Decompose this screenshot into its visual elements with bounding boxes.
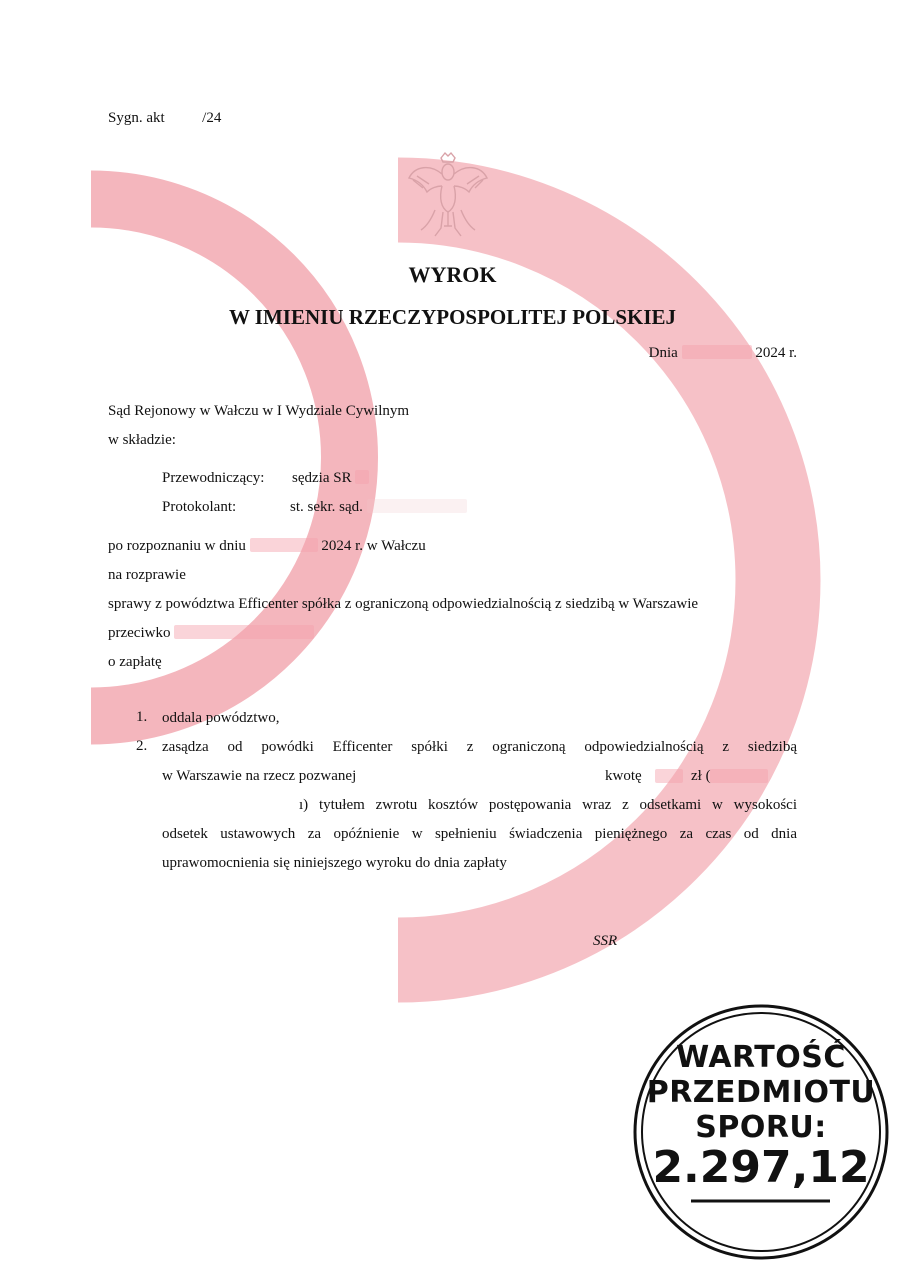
case-signature-suffix: /24 bbox=[202, 110, 222, 126]
on-hearing: na rozprawie bbox=[108, 567, 186, 583]
against-label: przeciwko bbox=[108, 625, 171, 641]
composition-label: w składzie: bbox=[108, 432, 176, 448]
item-2-line-2c: zł ( bbox=[691, 768, 711, 784]
hearing-prefix: po rozpoznaniu w dniu bbox=[108, 538, 246, 554]
item-number-1: 1. bbox=[136, 709, 148, 725]
date-suffix: 2024 r. bbox=[755, 345, 797, 361]
stamp-line-1: WARTOŚĆ bbox=[676, 1040, 846, 1075]
clerk-label: Protokolant: bbox=[162, 499, 237, 515]
clerk-person bbox=[290, 498, 467, 516]
date-prefix: Dnia bbox=[648, 345, 678, 361]
redacted-defendant bbox=[174, 625, 314, 639]
item-2-line-5: uprawomocnienia się niniejszego wyroku do dnia zapłaty bbox=[162, 855, 507, 871]
redacted-clerk-name bbox=[367, 499, 467, 513]
case-signature-prefix: Sygn. akt bbox=[108, 110, 165, 126]
stamp-value: 2.297,12 bbox=[652, 1142, 870, 1193]
polish-eagle-icon bbox=[405, 150, 491, 240]
judgment-date bbox=[649, 344, 797, 362]
redacted-date bbox=[682, 345, 752, 359]
presiding-judge bbox=[292, 469, 369, 487]
clerk-value: st. sekr. sąd. bbox=[290, 499, 363, 515]
hearing-suffix: 2024 r. w Wałczu bbox=[321, 538, 426, 554]
judge-signature: SSR bbox=[593, 933, 618, 949]
redacted-amount bbox=[655, 769, 683, 783]
defendant-line bbox=[108, 624, 314, 642]
court-name: Sąd Rejonowy w Wałczu w I Wydziale Cywilnym bbox=[108, 403, 410, 419]
redacted-judge-name bbox=[355, 470, 369, 484]
item-2-line-3: ı) tytułem zwrotu kosztów postępowania wraz z odsetkami w wysokości bbox=[299, 797, 797, 813]
item-number-2: 2. bbox=[136, 738, 148, 754]
redacted-hearing-date bbox=[250, 538, 318, 552]
judgment-title: WYROK bbox=[408, 262, 497, 287]
case-signature bbox=[108, 109, 221, 127]
case-subject: o zapłatę bbox=[108, 654, 162, 670]
item-1-text: oddala powództwo, bbox=[162, 710, 280, 726]
stamp-line-2: PRZEDMIOTU bbox=[646, 1075, 876, 1110]
presiding-value: sędzia SR bbox=[292, 470, 352, 486]
item-2-line-2b: kwotę bbox=[605, 768, 642, 784]
hearing-date bbox=[108, 537, 426, 555]
judgment-subtitle: W IMIENIU RZECZYPOSPOLITEJ POLSKIEJ bbox=[228, 305, 677, 329]
redacted-amount-words bbox=[710, 769, 768, 783]
stamp-line-3: SPORU: bbox=[695, 1110, 827, 1145]
case-description: sprawy z powództwa Efficenter spółka z ograniczoną odpowiedzialnością z siedzibą w Warszawie bbox=[108, 596, 699, 612]
item-2-line-2a: w Warszawie na rzecz pozwanej bbox=[162, 768, 357, 784]
item-2-line-4: odsetek ustawowych za opóźnienie w spełnieniu świadczenia pieniężnego za czas od dnia bbox=[162, 826, 797, 842]
item-2-line-1: zasądza od powódki Efficenter spółki z ograniczoną odpowiedzialnością z siedzibą bbox=[162, 739, 797, 755]
presiding-label: Przewodniczący: bbox=[162, 470, 265, 486]
